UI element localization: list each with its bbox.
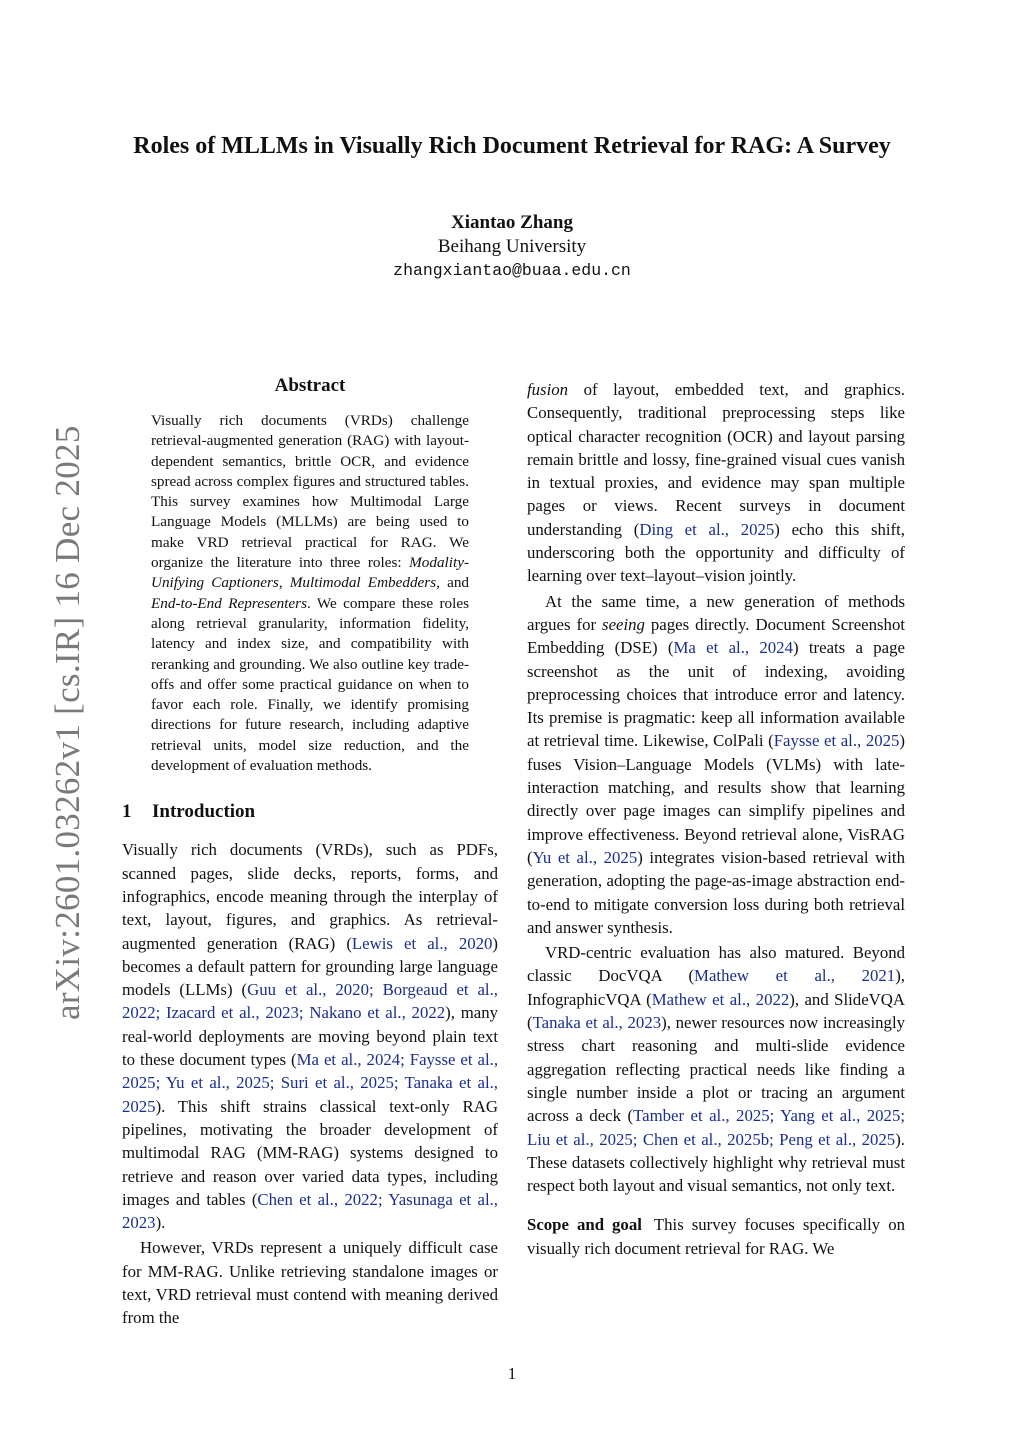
scope-paragraph <box>527 1213 905 1260</box>
role-captioners: Modality-Unifying Captioners <box>151 554 469 592</box>
section-number: 1 <box>122 801 132 823</box>
arxiv-identifier: arXiv:2601.03262v1 [cs.IR] 16 Dec 2025 <box>48 425 87 1020</box>
paragraph-text: pages directly. Document Screenshot Embedding (DSE) ( <box>527 614 905 658</box>
paragraph-text: ), and SlideVQA ( <box>527 989 905 1033</box>
intro-paragraph-3 <box>527 590 905 939</box>
citation-link[interactable]: Mathew et al., 2021 <box>694 966 896 986</box>
citation-link[interactable]: Ding et al., 2025 <box>639 519 775 539</box>
citation-link[interactable]: Faysse et al., 2025 <box>773 731 900 751</box>
paragraph-text: ), newer resources now increasingly stress chart reasoning and multi-slide evidence aggregation reflecting practical needs like finding a single number inside a plot or tracing an argument across a deck ( <box>527 1013 905 1126</box>
citation-link[interactable]: Yu et al., 2025 <box>532 847 638 867</box>
paragraph-text: ). <box>155 1213 166 1233</box>
paragraph-text: ), many real-world deployments are moving beyond plain text to these document types ( <box>122 1003 498 1070</box>
author-email: zhangxiantao@buaa.edu.cn <box>393 261 631 280</box>
paragraph-text: ) fuses Vision–Language Models (VLMs) with late-interaction matching, and results show that learning directly over page images can simplify pipelines and improve effectiveness. Beyond retrieval alone, VisRAG ( <box>527 731 905 867</box>
abstract-separator: , and <box>436 574 470 592</box>
intro-paragraph-2-continued <box>527 378 905 588</box>
emphasis-text: fusion <box>527 380 569 399</box>
paragraph-text: However, VRDs represent a uniquely difficult case for MM-RAG. Unlike retrieving standalone images or text, VRD retrieval must contend with meaning derived from the <box>122 1238 498 1328</box>
abstract-separator: , <box>278 574 290 592</box>
left-column <box>122 373 498 1330</box>
abstract-body <box>151 411 469 776</box>
right-column <box>527 378 905 1260</box>
emphasis-text: seeing <box>602 614 645 634</box>
paragraph-text: ) integrates vision-based retrieval with generation, adopting the page-as-image abstraction end-to-end to mitigate conversion loss during both retrieval and answer synthesis. <box>527 847 905 937</box>
intro-paragraph-4 <box>527 941 905 1197</box>
author-affiliation: Beihang University <box>437 236 587 257</box>
abstract-heading: Abstract <box>274 375 346 396</box>
citation-link[interactable]: Lewis et al., 2020 <box>351 933 493 953</box>
role-embedders: Multimodal Embedders <box>289 574 437 592</box>
paragraph-text: ). This shift strains classical text-only RAG pipelines, motivating the broader development of multimodal RAG (MM-RAG) systems designed to retrieve and reason over varied data types, including images and tables ( <box>122 1096 498 1209</box>
author-name: Xiantao Zhang <box>451 212 573 233</box>
section-title: Introduction <box>152 801 256 823</box>
paragraph-text: VRD-centric evaluation has also matured. Beyond classic DocVQA ( <box>527 943 905 986</box>
citation-link[interactable]: Chen et al., 2022; Yasunaga et al., 2023 <box>122 1189 498 1233</box>
paragraph-text: ). These datasets collectively highlight why retrieval must respect both layout and visual semantics, not only text. <box>527 1129 905 1196</box>
paragraph-text: Visually rich documents (VRDs), such as PDFs, scanned pages, slide decks, reports, forms, and infographics, encode meaning through the interplay of text, layout, figures, and graphics. As retrieval-augmented generation (RAG) ( <box>122 840 498 953</box>
citation-link[interactable]: Mathew et al., 2022 <box>651 989 790 1009</box>
abstract-text: . We compare these roles along retrieval granularity, information fidelity, latency and index size, and compatibility with reranking and grounding. We also outline key trade-offs and offer some practical guidance on when to favor each role. Finally, we identify promising directions for future research, including adaptive retrieval units, model size reduction, and the development of evaluation methods. <box>151 594 470 775</box>
paper-title: Roles of MLLMs in Visually Rich Document Retrieval for RAG: A Survey <box>133 133 891 159</box>
intro-paragraph-2-start <box>122 1236 498 1329</box>
citation-link[interactable]: Tamber et al., 2025; Yang et al., 2025; Liu et al., 2025; Chen et al., 2025b; Peng et al., 2025 <box>527 1106 905 1149</box>
paragraph-text: ) echo this shift, underscoring both the opportunity and difficulty of learning over text–layout–vision jointly. <box>527 519 905 586</box>
paragraph-text: ), InfographicVQA ( <box>527 966 905 1009</box>
abstract-text: Visually rich documents (VRDs) challenge retrieval-augmented generation (RAG) with layout-dependent semantics, brittle OCR, and evidence spread across complex figures and structured tables. This survey examines how Multimodal Large Language Models (MLLMs) are being used to make VRD retrieval practical for RAG. We organize the literature into three roles: <box>151 412 469 572</box>
citation-link[interactable]: Ma et al., 2024 <box>673 638 793 658</box>
paragraph-text: At the same time, a new generation of methods argues for <box>527 591 905 634</box>
paragraph-text: ) becomes a default pattern for grounding large language models (LLMs) ( <box>122 933 498 1000</box>
paragraph-text: ) treats a page screenshot as the unit of indexing, avoiding preprocessing choices that introduce error and latency. Its premise is pragmatic: keep all information available at retrieval time. Likewise, ColPali ( <box>527 638 905 751</box>
role-representers: End-to-End Representers <box>151 594 307 612</box>
citation-link[interactable]: Tanaka et al., 2023 <box>532 1013 662 1033</box>
author-block <box>0 211 1024 283</box>
citation-link[interactable]: Guu et al., 2020; Borgeaud et al., 2022; Izacard et al., 2023; Nakano et al., 2022 <box>122 980 498 1023</box>
citation-link[interactable]: Ma et al., 2024; Faysse et al., 2025; Yu et al., 2025; Suri et al., 2025; Tanaka et al., 2025 <box>122 1050 499 1116</box>
intro-paragraph-1 <box>122 838 498 1234</box>
paragraph-heading-scope: Scope and goal <box>527 1215 642 1235</box>
page-number: 1 <box>507 1364 517 1383</box>
paragraph-text: of layout, embedded text, and graphics. Consequently, traditional preprocessing steps like optical character recognition (OCR) and layout parsing remain brittle and lossy, fine-grained visual cues vanish in textual proxies, and evidence may span multiple pages or views. Recent surveys in document understanding ( <box>527 380 905 539</box>
section-heading-introduction <box>122 800 498 824</box>
paragraph-text: This survey focuses specifically on visually rich document retrieval for RAG. We <box>527 1215 905 1258</box>
